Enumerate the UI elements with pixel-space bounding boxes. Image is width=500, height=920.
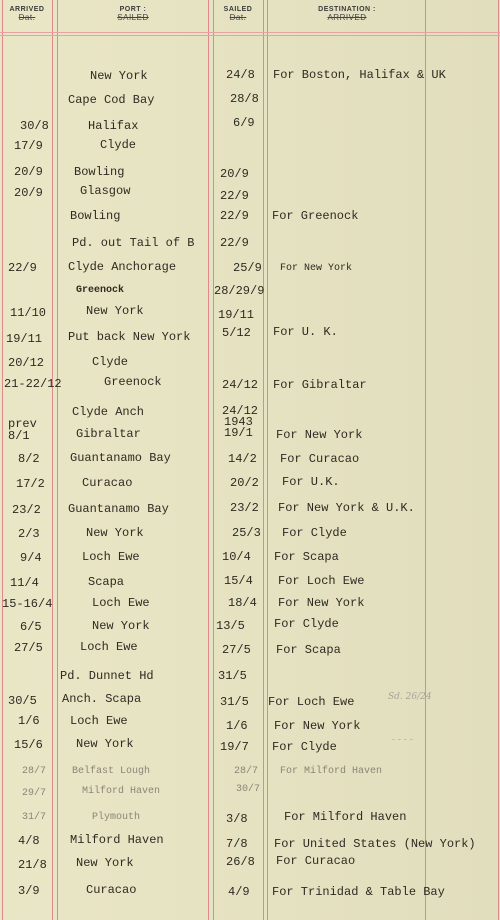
- destination-cell: For Loch Ewe: [278, 574, 365, 588]
- port-cell: Greenock: [104, 375, 162, 389]
- arrived-cell: 17/2: [16, 477, 45, 491]
- sailed-cell: 1943 19/1: [224, 415, 253, 440]
- sailed-cell: 26/8: [226, 855, 255, 869]
- sailed-cell: 19/7: [220, 740, 249, 754]
- sailed-cell: 28/8: [230, 92, 259, 106]
- sailed-cell: 25/3: [232, 526, 261, 540]
- header-arrived: ARRIVED Dat.: [9, 6, 45, 22]
- arrived-cell: 20/12: [8, 356, 45, 370]
- header-destination: DESTINATION : ARRIVED: [318, 6, 376, 22]
- port-cell: Curacao: [82, 476, 133, 490]
- port-cell: Clyde Anch: [72, 405, 145, 419]
- arrived-cell: 15-16/4: [2, 597, 53, 611]
- arrived-cell: 17/9: [14, 139, 43, 153]
- arrived-cell: 30/8: [20, 119, 49, 133]
- sailed-cell: 24/8: [226, 68, 255, 82]
- port-cell: New York: [92, 619, 150, 633]
- destination-cell: For Boston, Halifax & UK: [273, 68, 446, 82]
- port-cell: Cape Cod Bay: [68, 93, 155, 107]
- arrived-cell: 15/6: [14, 738, 43, 752]
- destination-cell: For Greenock: [272, 209, 359, 223]
- destination-cell: For Milford Haven: [280, 766, 383, 777]
- port-cell: Loch Ewe: [92, 596, 150, 610]
- arrived-cell: 30/5: [8, 694, 37, 708]
- rule-line: [425, 0, 426, 920]
- sailed-cell: 13/5: [216, 619, 245, 633]
- port-cell: Loch Ewe: [82, 550, 140, 564]
- sailed-cell: 23/2: [230, 501, 259, 515]
- port-cell: Guantanamo Bay: [68, 502, 169, 516]
- port-cell: Guantanamo Bay: [70, 451, 171, 465]
- arrived-cell: 6/5: [20, 620, 42, 634]
- arrived-cell: 9/4: [20, 551, 42, 565]
- destination-cell: For Milford Haven: [284, 810, 407, 824]
- header-port: PORT : SAILED: [117, 6, 149, 22]
- port-cell: Gibraltar: [76, 427, 141, 441]
- sailed-cell: 1/6: [226, 719, 248, 733]
- sailed-cell: 7/8: [226, 837, 248, 851]
- rule-line: [213, 0, 214, 920]
- rule-line: [52, 0, 53, 920]
- sailed-cell: 24/12: [222, 404, 259, 418]
- arrived-cell: prev 8/1: [8, 417, 37, 443]
- destination-cell: For U.K.: [282, 475, 340, 489]
- header-rule: [0, 32, 500, 33]
- destination-cell: For Scapa: [276, 643, 341, 657]
- port-cell: Loch Ewe: [70, 714, 128, 728]
- destination-cell: For Trinidad & Table Bay: [272, 885, 445, 899]
- sailed-cell: 15/4: [224, 574, 253, 588]
- sailed-cell: 30/7: [236, 784, 261, 795]
- port-cell: Glasgow: [80, 184, 131, 198]
- arrived-cell: 28/7: [22, 766, 47, 777]
- destination-cell: For New York: [274, 719, 361, 733]
- destination-cell: For New York & U.K.: [278, 501, 415, 515]
- arrived-cell: 4/8: [18, 834, 40, 848]
- sailed-cell: 14/2: [228, 452, 257, 466]
- arrived-cell: 31/7: [22, 812, 47, 823]
- sailed-cell: 22/9: [220, 209, 249, 223]
- arrived-cell: 23/2: [12, 503, 41, 517]
- rule-line: [267, 0, 268, 920]
- port-cell: New York: [76, 856, 134, 870]
- arrived-cell: 20/9: [14, 186, 43, 200]
- destination-cell: For New York: [278, 596, 365, 610]
- arrived-cell: 29/7: [22, 788, 47, 799]
- port-cell: Pd. out Tail of B: [72, 236, 195, 250]
- arrived-cell: 3/9: [18, 884, 40, 898]
- port-cell: Clyde: [100, 138, 137, 152]
- sailed-cell: 3/8: [226, 812, 248, 826]
- port-cell: Clyde Anchorage: [68, 260, 177, 274]
- destination-cell: For Clyde: [272, 740, 337, 754]
- header-sailed: SAILED Dat.: [223, 6, 253, 22]
- sailed-cell: 22/9: [220, 189, 249, 203]
- sailed-cell: 20/9: [220, 167, 249, 181]
- port-cell: Scapa: [88, 575, 125, 589]
- destination-cell: For Clyde: [282, 526, 347, 540]
- port-cell: Anch. Scapa: [62, 692, 142, 706]
- port-cell: New York: [76, 737, 134, 751]
- arrived-cell: 21-22/12: [4, 377, 62, 391]
- port-cell: Bowling: [74, 165, 125, 179]
- rule-line: [208, 0, 209, 920]
- sailed-cell: 28/29/9: [214, 284, 265, 298]
- port-cell: Put back New York: [68, 330, 191, 344]
- port-cell: New York: [90, 69, 148, 83]
- destination-cell: For New York: [280, 263, 353, 274]
- sailed-cell: 31/5: [218, 669, 247, 683]
- port-cell: Milford Haven: [70, 833, 164, 847]
- destination-cell: For United States (New York): [274, 837, 476, 851]
- sailed-cell: 25/9: [233, 261, 262, 275]
- destination-cell: For Curacao: [276, 854, 356, 868]
- port-cell: Clyde: [92, 355, 129, 369]
- sailed-cell: 5/12: [222, 326, 251, 340]
- port-cell: Plymouth: [92, 812, 141, 823]
- port-cell: Loch Ewe: [80, 640, 138, 654]
- sailed-cell: 19/11: [218, 308, 255, 322]
- port-cell: Milford Haven: [82, 786, 161, 797]
- rule-line: [498, 0, 499, 920]
- arrived-cell: 1/6: [18, 714, 40, 728]
- sailed-cell: 10/4: [222, 550, 251, 564]
- port-cell: Curacao: [86, 883, 137, 897]
- sailed-cell: 18/4: [228, 596, 257, 610]
- sailed-cell: 28/7: [234, 766, 259, 777]
- header-rule: [0, 35, 500, 36]
- destination-cell: For New York: [276, 428, 363, 442]
- arrived-cell: 8/2: [18, 452, 40, 466]
- pencil-note: Sd. 26/24: [388, 692, 432, 702]
- destination-cell: For Scapa: [274, 550, 339, 564]
- destination-cell: For U. K.: [273, 325, 338, 339]
- port-cell: Pd. Dunnet Hd: [60, 669, 154, 683]
- rule-line: [2, 0, 3, 920]
- arrived-cell: 11/4: [10, 576, 39, 590]
- arrived-cell: 11/10: [10, 306, 47, 320]
- port-cell: Halifax: [88, 119, 139, 133]
- sailed-cell: 6/9: [233, 116, 255, 130]
- port-cell: Belfast Lough: [72, 766, 151, 777]
- sailed-cell: 20/2: [230, 476, 259, 490]
- port-cell: New York: [86, 526, 144, 540]
- arrived-cell: 20/9: [14, 165, 43, 179]
- pencil-mark: - - - -: [392, 735, 413, 745]
- sailed-cell: 4/9: [228, 885, 250, 899]
- port-cell: Bowling: [70, 209, 121, 223]
- rule-line: [263, 0, 264, 920]
- arrived-cell: 27/5: [14, 641, 43, 655]
- sailed-cell: 31/5: [220, 695, 249, 709]
- sailed-cell: 24/12: [222, 378, 259, 392]
- arrived-cell: 22/9: [8, 261, 37, 275]
- destination-cell: For Gibraltar: [273, 378, 367, 392]
- destination-cell: For Loch Ewe: [268, 695, 355, 709]
- arrived-cell: 21/8: [18, 858, 47, 872]
- sailed-cell: 27/5: [222, 643, 251, 657]
- port-cell: New York: [86, 304, 144, 318]
- arrived-cell: 19/11: [6, 332, 43, 346]
- arrived-cell: 2/3: [18, 527, 40, 541]
- sailed-cell: 22/9: [220, 236, 249, 250]
- rule-line: [57, 0, 58, 920]
- destination-cell: For Curacao: [280, 452, 360, 466]
- port-cell: Greenock: [76, 285, 125, 296]
- destination-cell: For Clyde: [274, 617, 339, 631]
